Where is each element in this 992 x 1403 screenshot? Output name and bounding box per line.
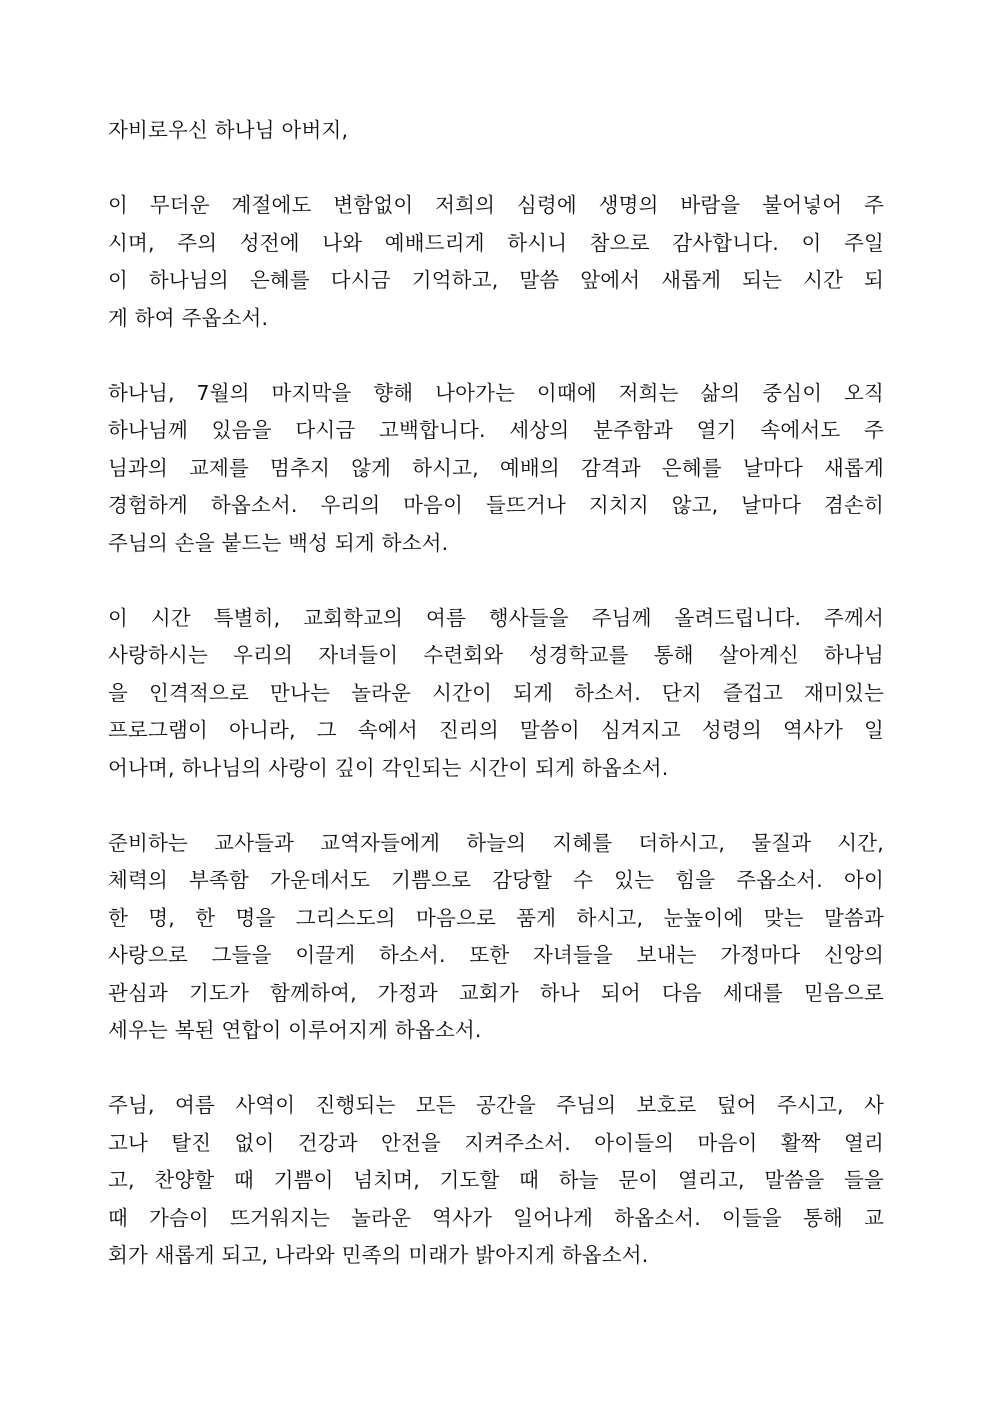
- text-line: 어나며, 하나님의 사랑이 깊이 각인되는 시간이 되게 하옵소서.: [108, 755, 669, 780]
- text-line: 사랑하시는 우리의 자녀들이 수련회와 성경학교를 통해 살아계신 하나님: [108, 643, 884, 667]
- text-line: 준비하는 교사들과 교역자들에게 하늘의 지혜를 더하시고, 물질과 시간,: [108, 830, 884, 855]
- text-line: 게 하여 주옵소서.: [108, 305, 269, 330]
- text-line: 경험하게 하옵소서. 우리의 마음이 들뜨거나 지치지 않고, 날마다 겸손히: [108, 493, 884, 517]
- text-line: 님과의 교제를 멈추지 않게 하시고, 예배의 감격과 은혜를 날마다 새롭게: [108, 455, 884, 480]
- text-line: 회가 새롭게 되고, 나라와 민족의 미래가 밝아지게 하옵소서.: [108, 1243, 649, 1267]
- paragraph-3: [108, 600, 884, 788]
- text-line: 관심과 기도가 함께하여, 가정과 교회가 하나 되어 다음 세대를 믿음으로: [108, 980, 884, 1005]
- text-line: 때 가슴이 뜨거워지는 놀라운 역사가 일어나게 하옵소서. 이들을 통해 교: [108, 1205, 884, 1230]
- text-line: 주님의 손을 붙드는 백성 되게 하소서.: [108, 530, 449, 555]
- greeting: 자비로우신 하나님 아버지,: [108, 118, 349, 142]
- paragraph-5: [108, 1087, 884, 1275]
- text-line: 프로그램이 아니라, 그 속에서 진리의 말씀이 심겨지고 성령의 역사가 일: [108, 718, 884, 742]
- paragraph-4: [108, 825, 884, 1050]
- text-line: 고, 찬양할 때 기쁨이 넘치며, 기도할 때 하늘 문이 열리고, 말씀을 들을: [108, 1168, 884, 1192]
- text-line: 체력의 부족함 가운데서도 기쁨으로 감당할 수 있는 힘을 주옵소서. 아이: [108, 868, 884, 892]
- text-line: 고나 탈진 없이 건강과 안전을 지켜주소서. 아이들의 마음이 활짝 열리: [108, 1130, 884, 1155]
- paragraph-2: [108, 375, 884, 563]
- text-line: 시며, 주의 성전에 나와 예배드리게 하시니 참으로 감사합니다. 이 주일: [108, 230, 884, 255]
- text-line: 한 명, 한 명을 그리스도의 마음으로 품게 하시고, 눈높이에 맞는 말씀과: [108, 905, 884, 930]
- text-line: 사랑으로 그들을 이끌게 하소서. 또한 자녀들을 보내는 가정마다 신앙의: [108, 943, 884, 967]
- text-line: 하나님, 7월의 마지막을 향해 나아가는 이때에 저희는 삶의 중심이 오직: [108, 380, 884, 405]
- text-line: 하나님께 있음을 다시금 고백합니다. 세상의 분주함과 열기 속에서도 주: [108, 418, 884, 442]
- prayer-text: [108, 112, 884, 1312]
- paragraph-1: [108, 187, 884, 337]
- text-line: 이 하나님의 은혜를 다시금 기억하고, 말씀 앞에서 새롭게 되는 시간 되: [108, 268, 884, 292]
- text-line: 이 무더운 계절에도 변함없이 저희의 심령에 생명의 바람을 불어넣어 주: [108, 193, 884, 217]
- text-line: 세우는 복된 연합이 이루어지게 하옵소서.: [108, 1018, 482, 1042]
- text-line: 이 시간 특별히, 교회학교의 여름 행사들을 주님께 올려드립니다. 주께서: [108, 605, 884, 630]
- text-line: 을 인격적으로 만나는 놀라운 시간이 되게 하소서. 단지 즐겁고 재미있는: [108, 680, 884, 705]
- text-line: 주님, 여름 사역이 진행되는 모든 공간을 주님의 보호로 덮어 주시고, 사: [108, 1093, 884, 1117]
